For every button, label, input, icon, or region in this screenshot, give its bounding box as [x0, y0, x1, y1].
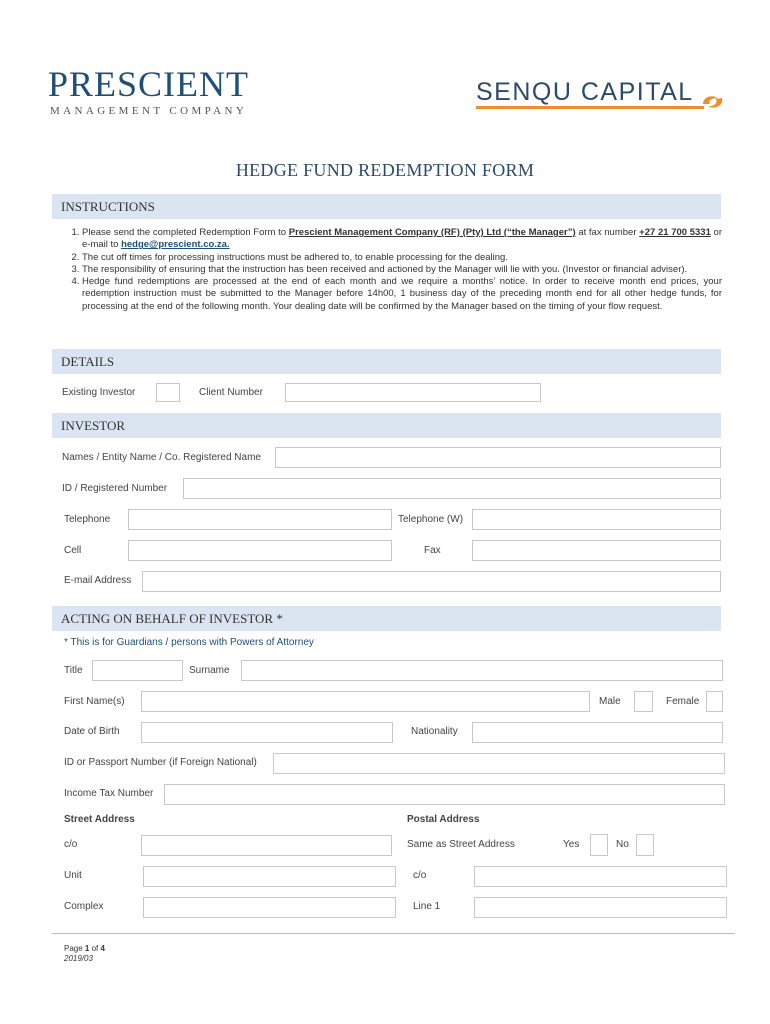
first-names-field[interactable] — [141, 691, 590, 712]
title-field[interactable] — [92, 660, 183, 681]
postal-address-heading: Postal Address — [407, 814, 480, 825]
existing-investor-checkbox[interactable] — [156, 383, 180, 402]
page-number: Page 1 of 4 — [64, 944, 105, 953]
form-version-date: 2019/03 — [64, 954, 93, 963]
income-tax-field[interactable] — [164, 784, 725, 805]
email-address-label: E-mail Address — [64, 575, 132, 586]
complex-field[interactable] — [143, 897, 396, 918]
female-label: Female — [666, 696, 700, 707]
passport-field[interactable] — [273, 753, 725, 774]
cell-field[interactable] — [128, 540, 392, 561]
same-as-street-label: Same as Street Address — [407, 839, 515, 850]
income-tax-label: Income Tax Number — [64, 788, 154, 799]
postal-co-label: c/o — [413, 870, 427, 881]
acting-heading: ACTING ON BEHALF OF INVESTOR * — [52, 606, 721, 631]
line1-field[interactable] — [474, 897, 727, 918]
dob-field[interactable] — [141, 722, 393, 743]
unit-label: Unit — [64, 870, 82, 881]
instruction-item-2: 2. The cut off times for processing instructions must be adhered to, to enable processing for the dealing. — [82, 252, 722, 264]
yes-label: Yes — [563, 839, 580, 850]
postal-co-field[interactable] — [474, 866, 727, 887]
senqu-capital-logo: SENQU CAPITAL — [476, 78, 694, 106]
fax-label: Fax — [424, 545, 441, 556]
page-footer — [64, 944, 105, 964]
telephone-w-field[interactable] — [472, 509, 721, 530]
client-number-field[interactable] — [285, 383, 541, 402]
instruction-item-1: 1. Please send the completed Redemption Form to Prescient Management Company (RF) (Pty) Ltd (“the Manager”) at fax number +27 21 700 5331 or e-mail to hedge@prescient.co.za. — [82, 227, 722, 252]
male-label: Male — [599, 696, 621, 707]
registered-number-field[interactable] — [183, 478, 721, 499]
fax-number: +27 21 700 5331 — [639, 227, 711, 238]
investor-heading: INVESTOR — [52, 413, 721, 438]
passport-label: ID or Passport Number (if Foreign National) — [64, 757, 257, 768]
footer-divider — [52, 933, 735, 934]
street-address-heading: Street Address — [64, 814, 135, 825]
email-address-field[interactable] — [142, 571, 721, 592]
first-names-label: First Name(s) — [64, 696, 125, 707]
telephone-label: Telephone — [64, 514, 111, 525]
dob-label: Date of Birth — [64, 726, 120, 737]
fax-field[interactable] — [472, 540, 721, 561]
nationality-label: Nationality — [411, 726, 458, 737]
male-checkbox[interactable] — [634, 691, 653, 712]
instruction-item-3: 3. The responsibility of ensuring that the instruction has been received and actioned by the Manager will lie with you. (Investor or financial adviser). — [82, 264, 722, 276]
form-title: HEDGE FUND REDEMPTION FORM — [235, 160, 535, 180]
acting-note: * This is for Guardians / persons with Powers of Attorney — [64, 637, 314, 648]
names-label: Names / Entity Name / Co. Registered Name — [62, 452, 261, 463]
registered-number-label: ID / Registered Number — [62, 483, 168, 494]
same-yes-checkbox[interactable] — [590, 834, 608, 856]
existing-investor-label: Existing Investor — [62, 387, 136, 398]
complex-label: Complex — [64, 901, 104, 912]
client-number-label: Client Number — [199, 387, 263, 398]
surname-label: Surname — [189, 665, 230, 676]
street-co-field[interactable] — [141, 835, 392, 856]
telephone-w-label: Telephone (W) — [398, 514, 464, 525]
same-no-checkbox[interactable] — [636, 834, 654, 856]
senqu-swirl-icon — [700, 90, 726, 112]
instructions-heading: INSTRUCTIONS — [52, 194, 721, 219]
instruction-item-4: 4. Hedge fund redemptions are processed at the end of each month and we require a months’ notice. In order to receive month end prices, your redemption instruction must be submitted to the Manager before 14h00, 1 business day of the preceding month end for all other hedge funds, for processing at the end of the following month. Your dealing date will be confirmed by the Manager based on the timing of your flow request. — [82, 276, 722, 313]
email-link[interactable]: hedge@prescient.co.za. — [121, 239, 230, 251]
title-label: Title — [64, 665, 83, 676]
names-field[interactable] — [275, 447, 721, 468]
prescient-logo: PRESCIENT — [48, 64, 250, 104]
nationality-field[interactable] — [472, 722, 723, 743]
manager-name: Prescient Management Company (RF) (Pty) Ltd (“the Manager”) — [288, 227, 576, 238]
cell-label: Cell — [64, 545, 82, 556]
telephone-field[interactable] — [128, 509, 392, 530]
unit-field[interactable] — [143, 866, 396, 887]
surname-field[interactable] — [241, 660, 723, 681]
prescient-logo-subtitle: MANAGEMENT COMPANY — [50, 105, 248, 117]
details-heading: DETAILS — [52, 349, 721, 374]
senqu-logo-underline — [476, 106, 704, 109]
instructions-list — [62, 227, 722, 313]
no-label: No — [616, 839, 629, 850]
line1-label: Line 1 — [413, 901, 441, 912]
female-checkbox[interactable] — [706, 691, 723, 712]
street-co-label: c/o — [64, 839, 78, 850]
